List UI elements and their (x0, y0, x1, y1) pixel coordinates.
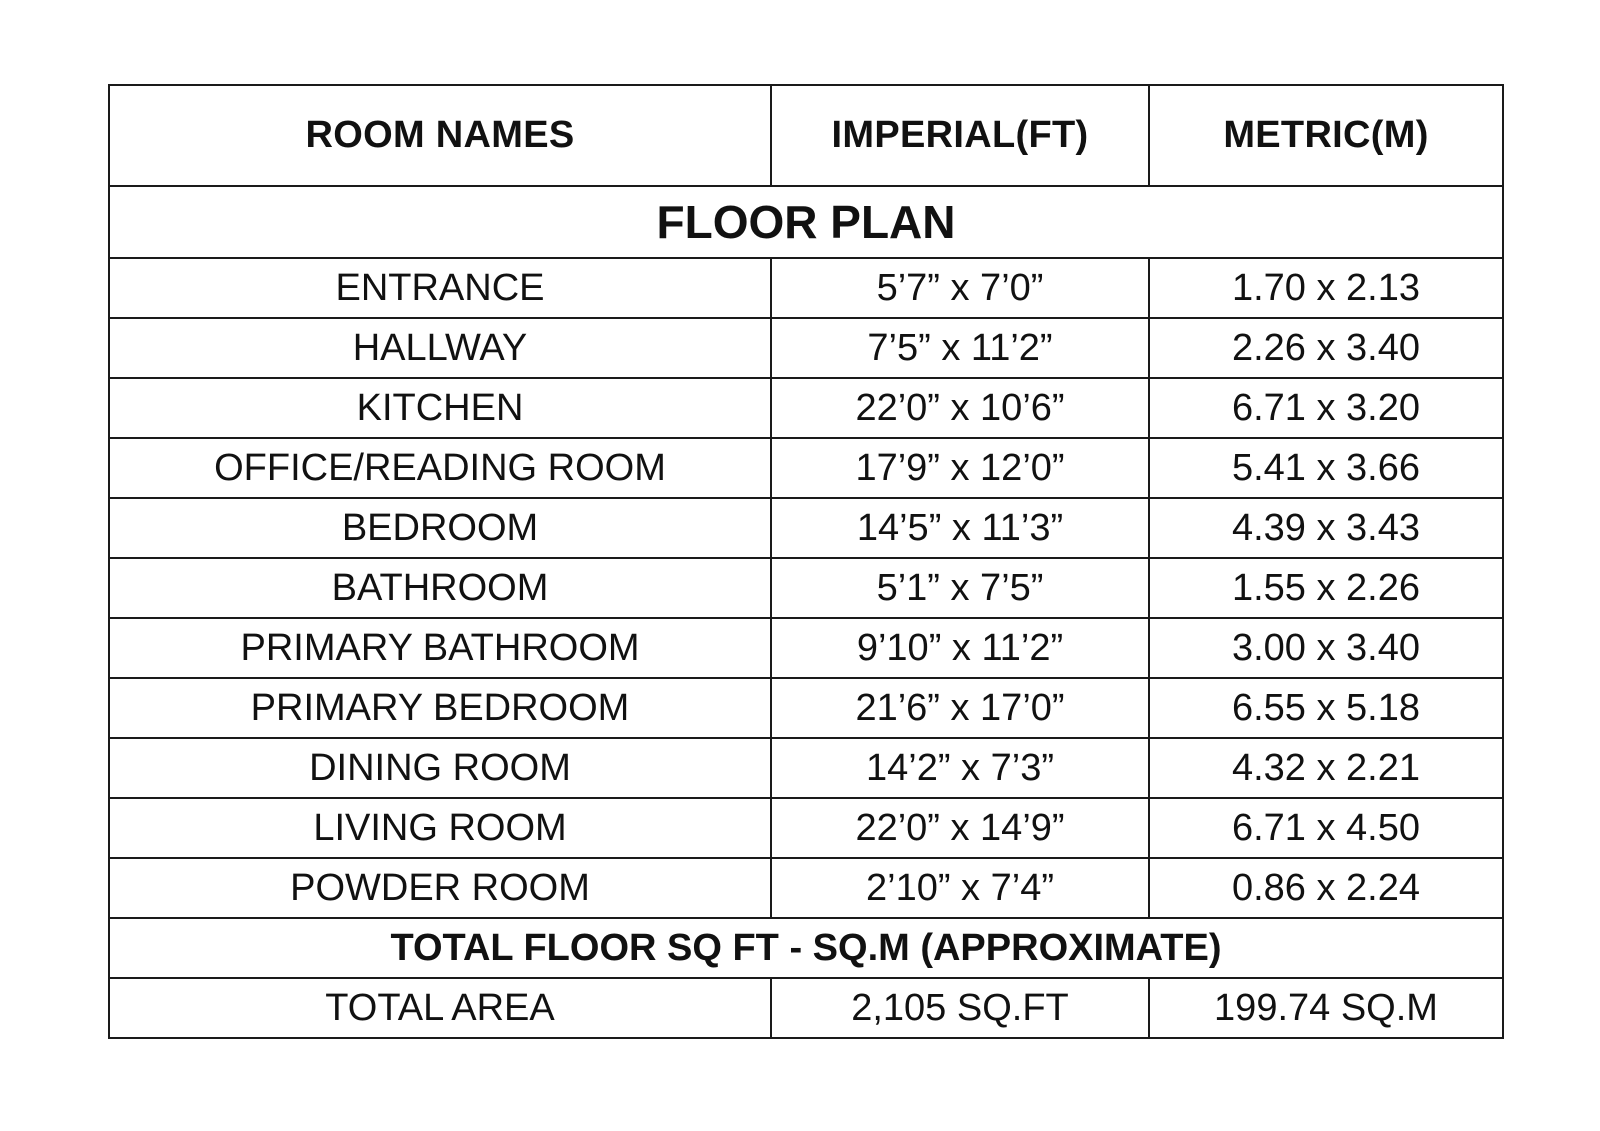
total-area-imperial: 2,105 SQ.FT (771, 978, 1149, 1038)
total-title: TOTAL FLOOR SQ FT - SQ.M (APPROXIMATE) (109, 918, 1503, 978)
table-row (109, 798, 1503, 858)
imperial-cell: 2’10” x 7’4” (771, 858, 1149, 918)
metric-cell: 1.70 x 2.13 (1149, 258, 1503, 318)
total-area-metric: 199.74 SQ.M (1149, 978, 1503, 1038)
table-row (109, 858, 1503, 918)
metric-cell: 3.00 x 3.40 (1149, 618, 1503, 678)
imperial-cell: 22’0” x 10’6” (771, 378, 1149, 438)
total-area-row (109, 978, 1503, 1038)
table-row (109, 498, 1503, 558)
metric-cell: 5.41 x 3.66 (1149, 438, 1503, 498)
total-title-row (109, 918, 1503, 978)
section-title: FLOOR PLAN (109, 186, 1503, 258)
table-row (109, 678, 1503, 738)
imperial-cell: 21’6” x 17’0” (771, 678, 1149, 738)
table-header-row (109, 85, 1503, 186)
total-area-label: TOTAL AREA (109, 978, 771, 1038)
imperial-cell: 5’7” x 7’0” (771, 258, 1149, 318)
imperial-cell: 14’2” x 7’3” (771, 738, 1149, 798)
room-name-cell: HALLWAY (109, 318, 771, 378)
metric-cell: 4.39 x 3.43 (1149, 498, 1503, 558)
metric-cell: 6.55 x 5.18 (1149, 678, 1503, 738)
imperial-cell: 22’0” x 14’9” (771, 798, 1149, 858)
room-dimensions-table (108, 84, 1504, 1039)
room-name-cell: PRIMARY BEDROOM (109, 678, 771, 738)
room-name-cell: DINING ROOM (109, 738, 771, 798)
room-name-cell: BEDROOM (109, 498, 771, 558)
table-row (109, 738, 1503, 798)
room-name-cell: OFFICE/READING ROOM (109, 438, 771, 498)
metric-cell: 4.32 x 2.21 (1149, 738, 1503, 798)
metric-cell: 0.86 x 2.24 (1149, 858, 1503, 918)
imperial-cell: 9’10” x 11’2” (771, 618, 1149, 678)
imperial-cell: 5’1” x 7’5” (771, 558, 1149, 618)
metric-cell: 2.26 x 3.40 (1149, 318, 1503, 378)
section-title-row (109, 186, 1503, 258)
room-name-cell: ENTRANCE (109, 258, 771, 318)
room-dimensions-sheet (108, 84, 1502, 1039)
metric-cell: 6.71 x 4.50 (1149, 798, 1503, 858)
imperial-cell: 17’9” x 12’0” (771, 438, 1149, 498)
table-row (109, 618, 1503, 678)
metric-cell: 1.55 x 2.26 (1149, 558, 1503, 618)
room-name-cell: KITCHEN (109, 378, 771, 438)
header-imperial: IMPERIAL(FT) (771, 85, 1149, 186)
imperial-cell: 14’5” x 11’3” (771, 498, 1149, 558)
header-room-names: ROOM NAMES (109, 85, 771, 186)
table-row (109, 438, 1503, 498)
room-name-cell: POWDER ROOM (109, 858, 771, 918)
header-metric: METRIC(M) (1149, 85, 1503, 186)
table-row (109, 558, 1503, 618)
metric-cell: 6.71 x 3.20 (1149, 378, 1503, 438)
table-row (109, 378, 1503, 438)
table-row (109, 318, 1503, 378)
room-name-cell: LIVING ROOM (109, 798, 771, 858)
table-row (109, 258, 1503, 318)
room-name-cell: BATHROOM (109, 558, 771, 618)
imperial-cell: 7’5” x 11’2” (771, 318, 1149, 378)
room-name-cell: PRIMARY BATHROOM (109, 618, 771, 678)
